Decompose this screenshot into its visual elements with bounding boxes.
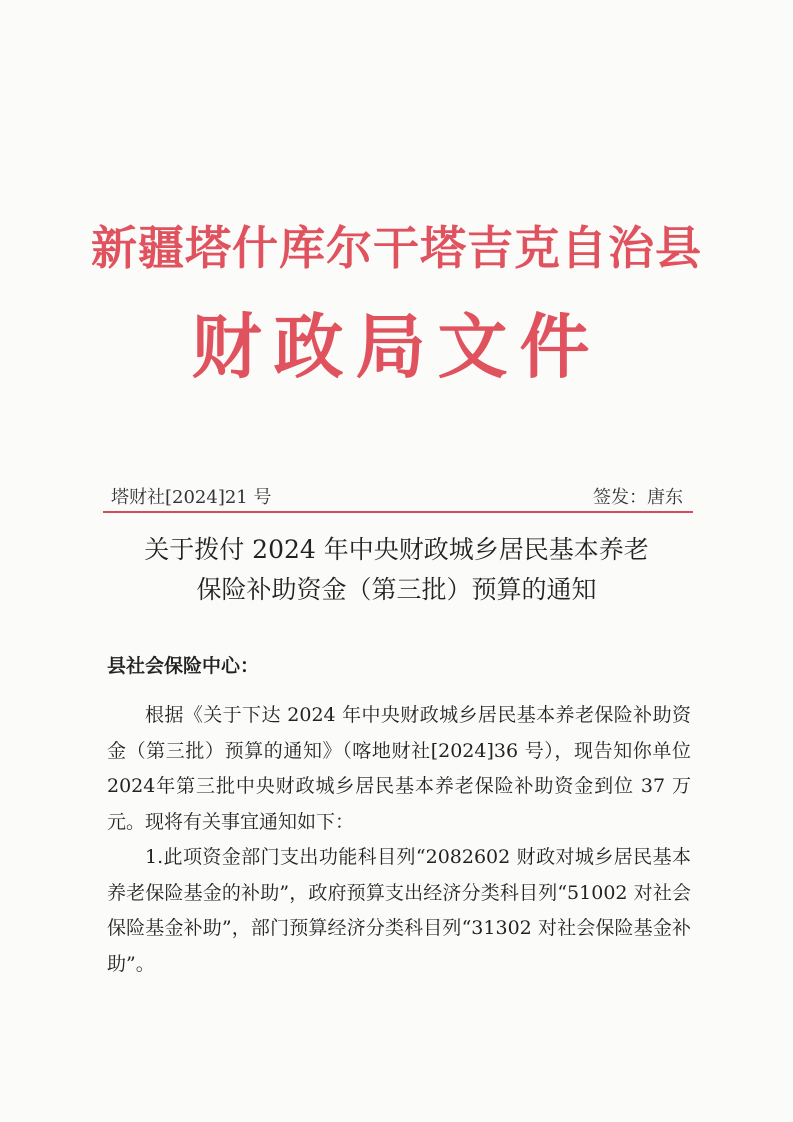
red-separator-line [103,511,693,513]
signer: 签发：唐东 [593,487,683,508]
body-paragraph: 根据《关于下达 2024 年中央财政城乡居民基本养老保险补助资金（第三批）预算的通知》（喀地财社[2024]36 号），现告知你单位2024年第三批中央财政城乡居民基本养老保险补助资金到位 37 万元。现将有关事宜通知如下： [107,704,691,833]
title-line-2: 保险补助资金（第三批）预算的通知 [196,575,597,604]
issuer-name: 新疆塔什库尔干塔吉克自治县 [91,221,702,275]
document-title [90,530,703,610]
document-body [107,698,691,982]
addressee: 县社会保险中心： [107,655,260,677]
document-number: 塔财社[2024]21 号 [111,487,272,508]
title-line-1: 关于拨付 2024 年中央财政城乡居民基本养老 [144,535,649,564]
body-paragraph: 1.此项资金部门支出功能科目列“2082602 财政对城乡居民基本养老保险基金的补助”，政府预算支出经济分类科目列“51002 对社会保险基金补助”，部门预算经济分类科目列“31302 对社会保险基金补助”。 [107,846,691,975]
document-type-heading: 财政局文件 [191,305,602,388]
